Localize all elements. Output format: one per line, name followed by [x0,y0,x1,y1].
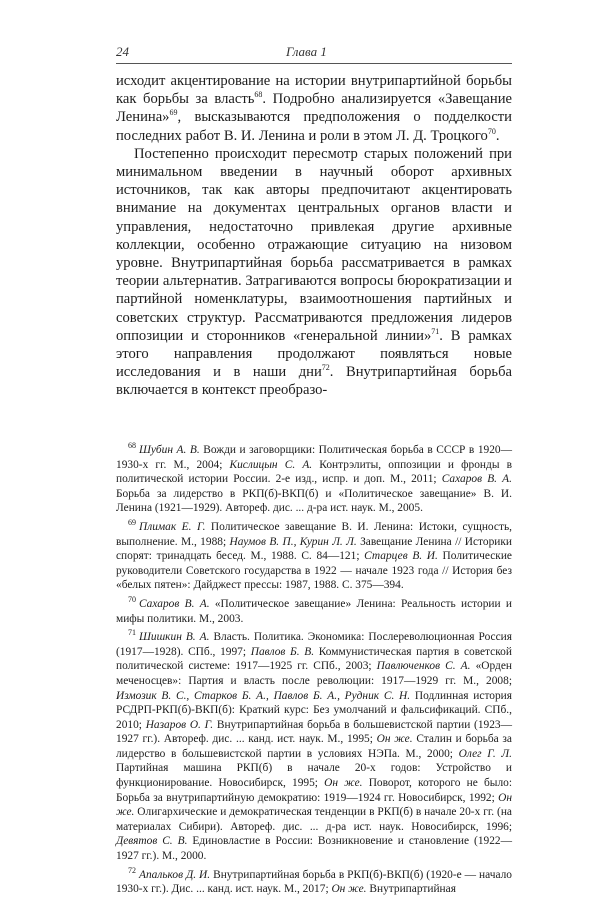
paragraph-text: . [495,127,500,144]
footnote-text: Политическое завещание В. И. Ленина: Истоки, сущность, выполнение. М., 1988; [116,520,512,548]
footnote-author: Павлов Б. В. [250,645,315,658]
footnote-text: «Политическое завещание» Ленина: Реальность истории и мифы политики. М., 2003. [116,597,512,625]
footnote-text: Политические руководители Советского государства в 1922 — начале 1923 года // История без «белых пятен»: Дайджест прессы: 1987, 1988. С. 375—394. [116,550,512,592]
paragraph-text: . В рамках этого направления продолжают появляться новые исследования и в наши дни [116,327,512,381]
footnote-label: 72 [128,865,136,875]
footnote [116,865,512,897]
paragraph-text: исходит акцентирование на истории внутрипартийной борьбы как борьбы за власть [116,73,512,108]
paragraph-text: . Внутрипартийная борьба включается в контекст преобразо- [116,364,512,399]
footnote-text: Борьба за лидерство в РКП(б)-ВКП(б) и «Политическое завещание» В. И. Ленина (1921—1929). Автореф. дис. ... д-ра ист. наук. М., 2005. [116,487,512,515]
footnote [116,520,512,593]
footnote-label: 69 [128,518,136,528]
footnote-text: Власть. Политика. Экономика: Послереволюционная Россия (1917—1928). СПб., 1997; [116,631,513,658]
footnote-author: Он же. [376,733,413,746]
footnote-text: Партийная машина РКП(б) в начале 20-х годов: Устройство и функционирование. Новосибирск, 1995; [116,762,512,790]
footnote-author: Шишкин В. А. [139,631,210,644]
footnote-text: Подлинная история РСДРП-РКП(б)-ВКП(б): Краткий курс: Без умолчаний и фальсификаций. СПб., 2010; [116,689,512,731]
paragraph-text: Постепенно происходит пересмотр старых положений при минимальном введении в научный оборот архивных источников, так как авторы предпочитают акцентировать внимание на документах центральных органов власти и управления, недостаточно привлекая другие архивные коллекции, особенно отражающие ситуацию на низовом уровне. Внутрипартийная борьба рассматривается в рамках теории альтернатив. Затрагиваются вопросы бюрократизации и партийной номенклатуры, взаимоотношения партийных и советских структур. Рассматриваются предложения лидеров оппозиции и сторонников «генеральной линии» [116,145,512,344]
footnote-text: Коммунистическая партия в советской политической системе: 1917—1925 гг. СПб., 2003; [116,645,512,673]
footnote-text: Единовластие в России: Возникновение и становление (1922—1927 гг.). М., 2000. [116,835,512,863]
footnote-text: «Орден меченосцев»: Партия и власть после революции: 1917—1929 гг. М., 2008; [116,660,512,687]
footnote-ref: 69 [169,108,178,118]
footnote-author: Измозик В. С., Старков Б. А., Павлов Б. А., Рудник С. Н. [116,689,411,702]
header-rule [116,63,512,64]
footnote-text: Сталин и борьба за лидерство в большевистской партии в условиях НЭПа. М., 2000; [116,733,512,760]
paragraph-1 [116,72,512,145]
paragraph-2 [116,145,512,400]
footnote-ref: 70 [487,126,496,136]
footnote-label: 71 [128,628,136,638]
footnote-text: Внутрипартийная борьба в большевистской партии (1923—1927 гг.). Автореф. дис. ... канд. ист. наук. М., 1995; [116,718,513,746]
footnote-author: Наумов В. П., Курин Л. Л. [229,535,357,548]
footnote-text: Поворот, которого не было: Борьба за внутрипартийную демократию: 1919—1924 гг. Новосибирск, 1992; [116,777,512,804]
footnote-text: Контрэлиты, оппозиции и фронды в политической истории России. 2-е изд., испр. и доп. М., 2011; [116,458,512,486]
footnotes [116,443,512,901]
chapter-title: Глава 1 [286,44,327,59]
footnote [116,443,512,516]
footnote-author: Сахаров В. А. [139,597,210,610]
paragraph-text: , высказываются предположения о подделкости последних работ В. И. Ленина и роли в этом Л. Д. Троцкого [116,109,512,144]
main-text [116,72,512,400]
footnote-text: Внутрипартийная [366,883,456,896]
footnote-author: Он же. [331,883,367,896]
footnote-label: 70 [128,595,136,605]
footnote-author: Шубин А. В. [139,444,200,456]
footnote-label: 68 [128,441,136,451]
footnote-text: Завещание Ленина // Историки спорят: тринадцать бесед. М., 1988. С. 84—121; [116,535,513,563]
footnote-ref: 72 [321,363,330,373]
footnote-author: Девятов С. В. [116,835,188,848]
paragraph-text: . Подробно анализируется «Завещание Ленина» [116,91,513,126]
footnote [116,630,512,864]
footnote-author: Павлюченков С. А. [376,660,471,673]
footnote-text: Внутрипартийная борьба в РКП(б)-ВКП(б) (1920-е — начало 1930-х гг.). Дис. ... канд. ист. наук. М., 2017; [116,868,512,896]
page-number: 24 [116,44,129,59]
footnote [116,597,512,626]
footnote-author: Сахаров В. А. [441,473,512,486]
footnote-author: Назаров О. Г. [145,718,214,731]
footnote-author: Старцев В. И. [364,550,438,563]
footnote-author: Апальков Д. И. [139,868,211,881]
footnote-text: Вожди и заговорщики: Политическая борьба в СССР в 1920—1930-х гг. М., 2004; [116,444,512,471]
footnote-author: Олег Г. Л. [458,747,512,760]
footnote-author: Плимак Е. Г. [139,520,206,533]
footnote-text: Олигархические и демократическая тенденции в РКП(б) в начале 20-х гг. (на материалах Сибири). Автореф. дис. ... д-ра ист. наук. Новосибирск, 1996; [116,806,512,833]
footnote-author: Он же. [116,791,512,819]
footnote-ref: 71 [431,326,440,336]
footnote-ref: 68 [254,90,263,100]
footnote-author: Кислицын С. А. [229,458,313,471]
footnote-author: Он же. [324,777,363,790]
running-header [116,44,512,62]
